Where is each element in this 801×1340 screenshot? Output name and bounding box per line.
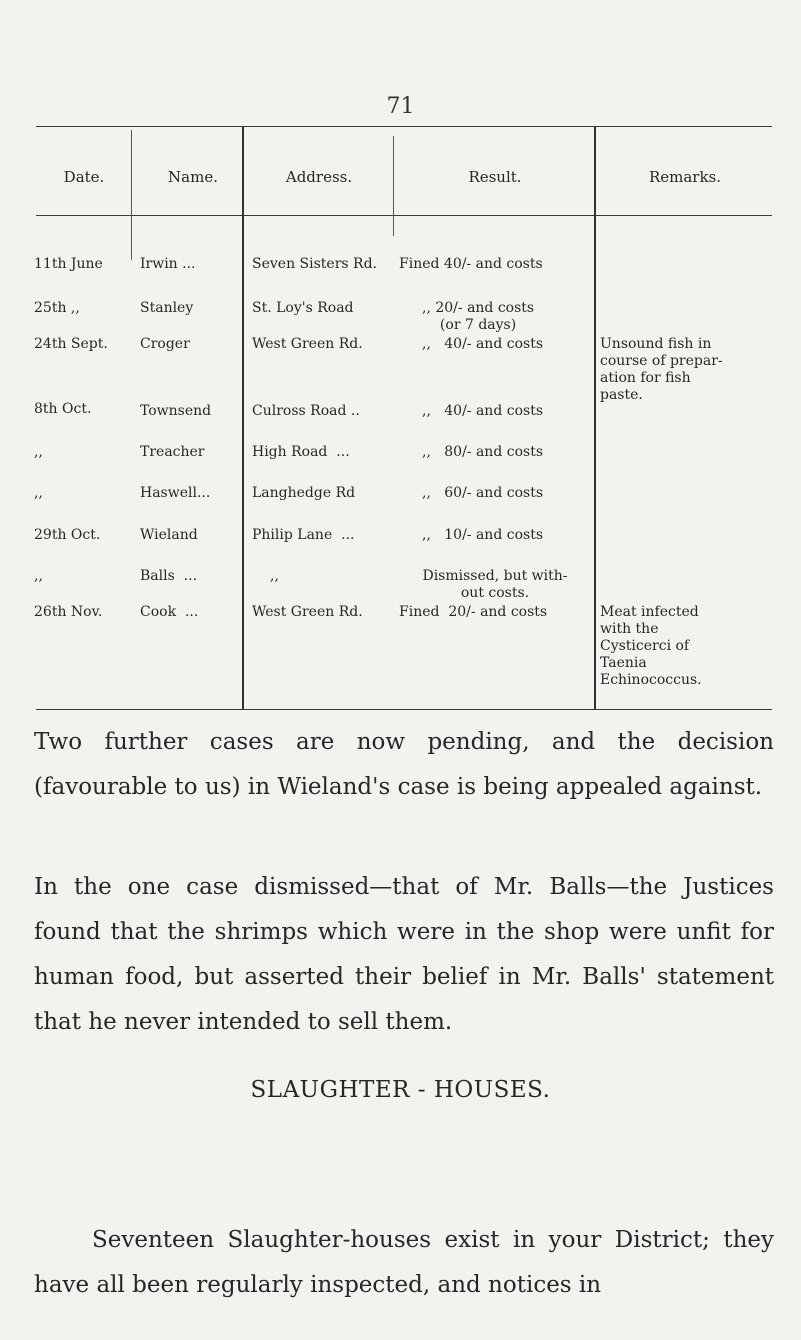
header-date: Date. (63, 168, 105, 186)
row-name: Haswell... (140, 485, 211, 501)
remark-line: course of prepar- (600, 353, 723, 369)
remark-line: ation for fish (600, 370, 691, 386)
row-address: Philip Lane ... (252, 527, 355, 543)
section-heading: SLAUGHTER - HOUSES. (250, 1077, 551, 1103)
row-result: Fined 20/- and costs (399, 604, 548, 620)
remark-line: paste. (600, 387, 643, 403)
row-address: West Green Rd. (252, 336, 363, 352)
remark-line: with the (600, 621, 659, 637)
table-bottom-rule (36, 709, 772, 710)
remark-line: Taenia (600, 655, 647, 671)
row-name: Irwin ... (140, 256, 196, 272)
row-date: ,, (34, 444, 43, 460)
row-result: ,, 40/- and costs (422, 403, 544, 419)
table-header-rule (36, 215, 772, 216)
page-number: 71 (386, 94, 415, 119)
remark-line: Echinococcus. (600, 672, 702, 688)
row-result: Fined 40/- and costs (399, 256, 543, 272)
row-name: Treacher (140, 444, 205, 460)
column-divider (131, 130, 132, 260)
row-address: St. Loy's Road (252, 300, 354, 316)
row-name: Wieland (140, 527, 198, 543)
row-date: 8th Oct. (34, 401, 92, 417)
row-result: ,, 20/- and costs (or 7 days) (422, 300, 535, 333)
row-date: 26th Nov. (34, 604, 103, 620)
column-divider (242, 126, 244, 710)
row-address: West Green Rd. (252, 604, 363, 620)
remark-line: Unsound fish in (600, 336, 712, 352)
row-address: Culross Road .. (252, 403, 360, 419)
column-divider (594, 126, 596, 710)
row-address: High Road ... (252, 444, 350, 460)
row-date: 29th Oct. (34, 527, 101, 543)
row-address: Seven Sisters Rd. (252, 256, 377, 272)
header-remarks: Remarks. (648, 168, 722, 186)
row-name: Cook ... (140, 604, 199, 620)
remark-unsound-fish (600, 336, 772, 404)
row-date: 24th Sept. (34, 336, 108, 352)
row-result: ,, 60/- and costs (422, 485, 544, 501)
remark-line: Meat infected (600, 604, 699, 620)
row-address: Langhedge Rd (252, 485, 356, 501)
header-address: Address. (285, 168, 353, 186)
header-result: Result. (468, 168, 522, 186)
row-date: 25th ,, (34, 300, 80, 316)
row-result: ,, 10/- and costs (422, 527, 544, 543)
row-result: ,, 80/- and costs (422, 444, 544, 460)
row-result: ,, 40/- and costs (422, 336, 544, 352)
table-top-rule (36, 126, 772, 127)
row-name: Stanley (140, 300, 194, 316)
prosecutions-table (34, 126, 774, 710)
row-date: ,, (34, 485, 43, 501)
paragraph-slaughter-houses: Seventeen Slaughter-houses exist in your District; they have all been regularly inspected, and notices in (34, 1227, 774, 1298)
row-result: Dismissed, but with- out costs. (422, 568, 568, 601)
remark-line: Cysticerci of (600, 638, 690, 654)
header-name: Name. (168, 168, 218, 186)
paragraph-pending-cases: Two further cases are now pending, and the decision (favourable to us) in Wieland's case is being appealed against. (34, 729, 774, 800)
row-name: Townsend (140, 403, 212, 419)
paragraph-balls-case: In the one case dismissed—that of Mr. Balls—the Justices found that the shrimps which were in the shop were unfit for human food, but asserted their belief in Mr. Balls' statement that he never intended to sell them. (34, 874, 774, 1035)
row-date: 11th June (34, 256, 103, 272)
row-name: Croger (140, 336, 190, 352)
remark-meat-infected (600, 604, 772, 689)
row-date: ,, (34, 568, 43, 584)
row-name: Balls ... (140, 568, 198, 584)
row-address: ,, (270, 568, 279, 584)
column-divider (393, 136, 394, 236)
